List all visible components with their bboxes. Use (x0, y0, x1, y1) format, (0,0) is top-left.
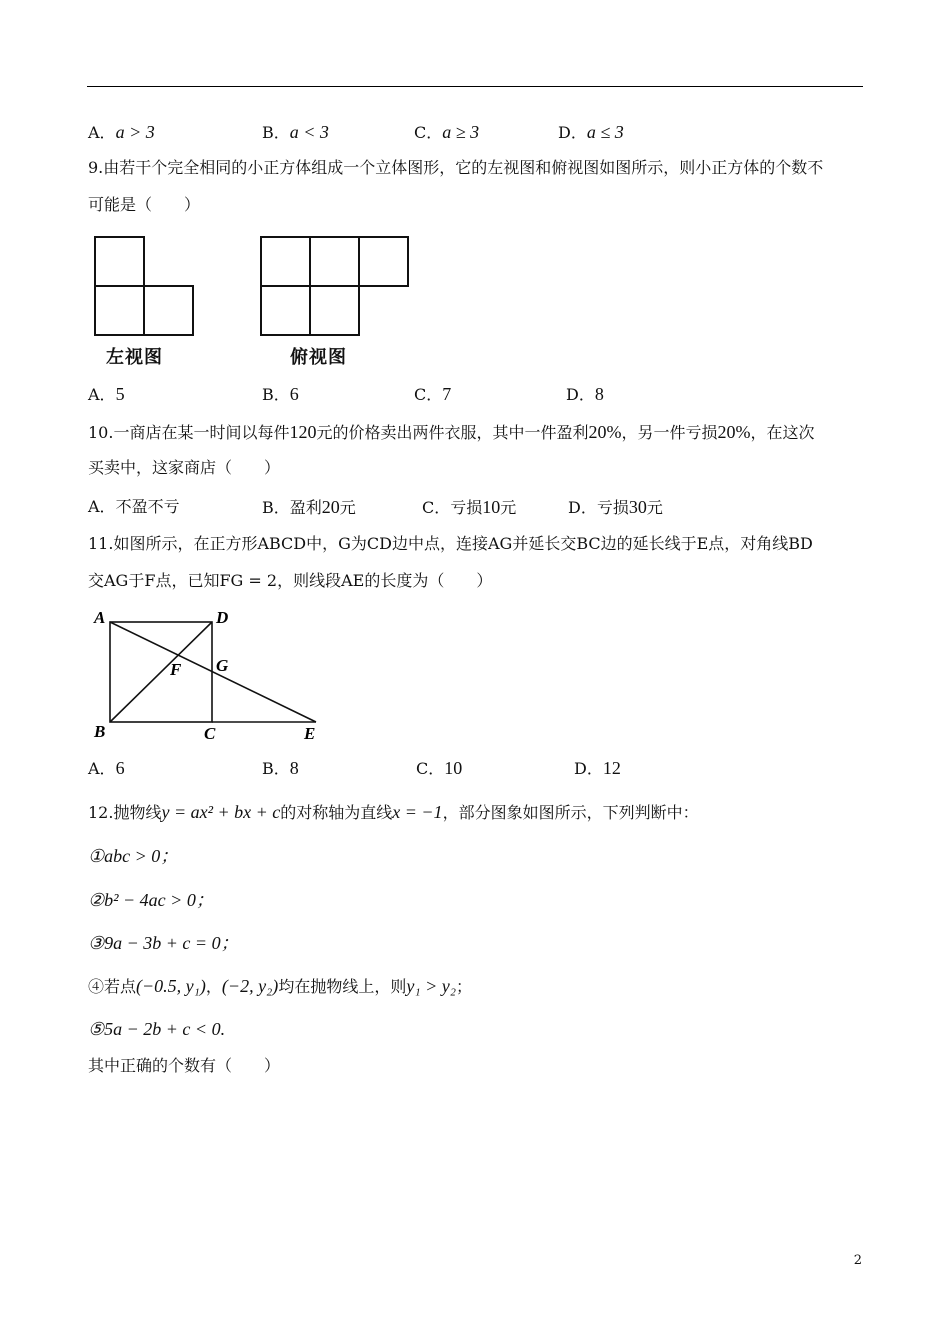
q12-stem: 12.抛物线y = ax² + bx + c的对称轴为直线x = −1，部分图象如图所示，下列判断中： (88, 802, 699, 822)
diagonal-bd (110, 622, 212, 722)
top-view-cell (261, 286, 310, 335)
point-label-f: F (170, 660, 182, 679)
q8-option-a: A．a > 3 (88, 122, 155, 142)
top-view-cell (310, 237, 359, 286)
q10-option-a: A．不盈不亏 (88, 497, 180, 516)
q10-option-b: B．盈利20元 (262, 497, 356, 517)
q10-option-d: D．亏损30元 (568, 497, 663, 517)
q12-statement-1: ①abc > 0； (88, 846, 179, 866)
q11-option-a: A．6 (88, 758, 125, 778)
q9-option-a: A．5 (88, 384, 125, 404)
point-label-g: G (216, 656, 229, 675)
q11-square-figure (88, 605, 338, 745)
q11-option-b: B．8 (262, 758, 299, 778)
segment-ae (110, 622, 316, 722)
left-view-label: 左视图 (106, 347, 163, 368)
q9-stem-line2: 可能是（ ） (88, 195, 201, 214)
q8-option-d: D．a ≤ 3 (558, 122, 624, 142)
left-view-cell (144, 286, 193, 335)
q9-option-d: D．8 (566, 384, 604, 404)
point-label-b: B (94, 722, 106, 741)
point-label-e: E (304, 724, 316, 743)
q10-stem-line1: 10.一商店在某一时间以每件120元的价格卖出两件衣服，其中一件盈利20%，另一件亏损20%，在这次 (88, 422, 815, 442)
point-label-d: D (216, 608, 229, 627)
q8-option-c: C．a ≥ 3 (414, 122, 480, 142)
point-label-c: C (204, 724, 216, 743)
q10-stem-line2: 买卖中，这家商店（ ） (88, 458, 281, 477)
top-view-cell (261, 237, 310, 286)
top-view-label: 俯视图 (290, 347, 347, 368)
q9-views-figure (88, 230, 418, 340)
q11-option-c: C．10 (416, 758, 463, 778)
q12-statement-5: ⑤5a − 2b + c < 0. (88, 1019, 226, 1039)
q9-option-b: B．6 (262, 384, 299, 404)
q11-stem-line2: 交AG于F点，已知FG = 2，则线段AE的长度为（ ） (88, 571, 493, 590)
left-view-cell (95, 237, 144, 286)
q10-option-c: C．亏损10元 (422, 497, 517, 517)
page-number: 2 (853, 1253, 862, 1268)
top-view-cell (359, 237, 408, 286)
q12-question: 其中正确的个数有（ ） (88, 1056, 281, 1075)
q11-option-d: D．12 (574, 758, 621, 778)
q9-stem-line1: 9.由若干个完全相同的小正方体组成一个立体图形，它的左视图和俯视图如图所示，则小正方体的个数不 (88, 158, 824, 177)
point-label-a: A (94, 608, 106, 627)
header-rule (87, 86, 863, 87)
q8-option-b: B．a < 3 (262, 122, 329, 142)
left-view-cell (95, 286, 144, 335)
q11-stem-line1: 11.如图所示，在正方形ABCD中，G为CD边中点，连接AG并延长交BC边的延长线于E点，对角线BD (88, 534, 813, 553)
top-view-cell (310, 286, 359, 335)
q12-statement-4: ④若点(−0.5, y₁)，(−2, y₂)均在抛物线上，则y₁ > y₂； (88, 976, 472, 996)
q9-option-c: C．7 (414, 384, 452, 404)
q12-statement-2: ②b² − 4ac > 0； (88, 890, 214, 910)
q12-statement-3: ③9a − 3b + c = 0； (88, 933, 239, 953)
